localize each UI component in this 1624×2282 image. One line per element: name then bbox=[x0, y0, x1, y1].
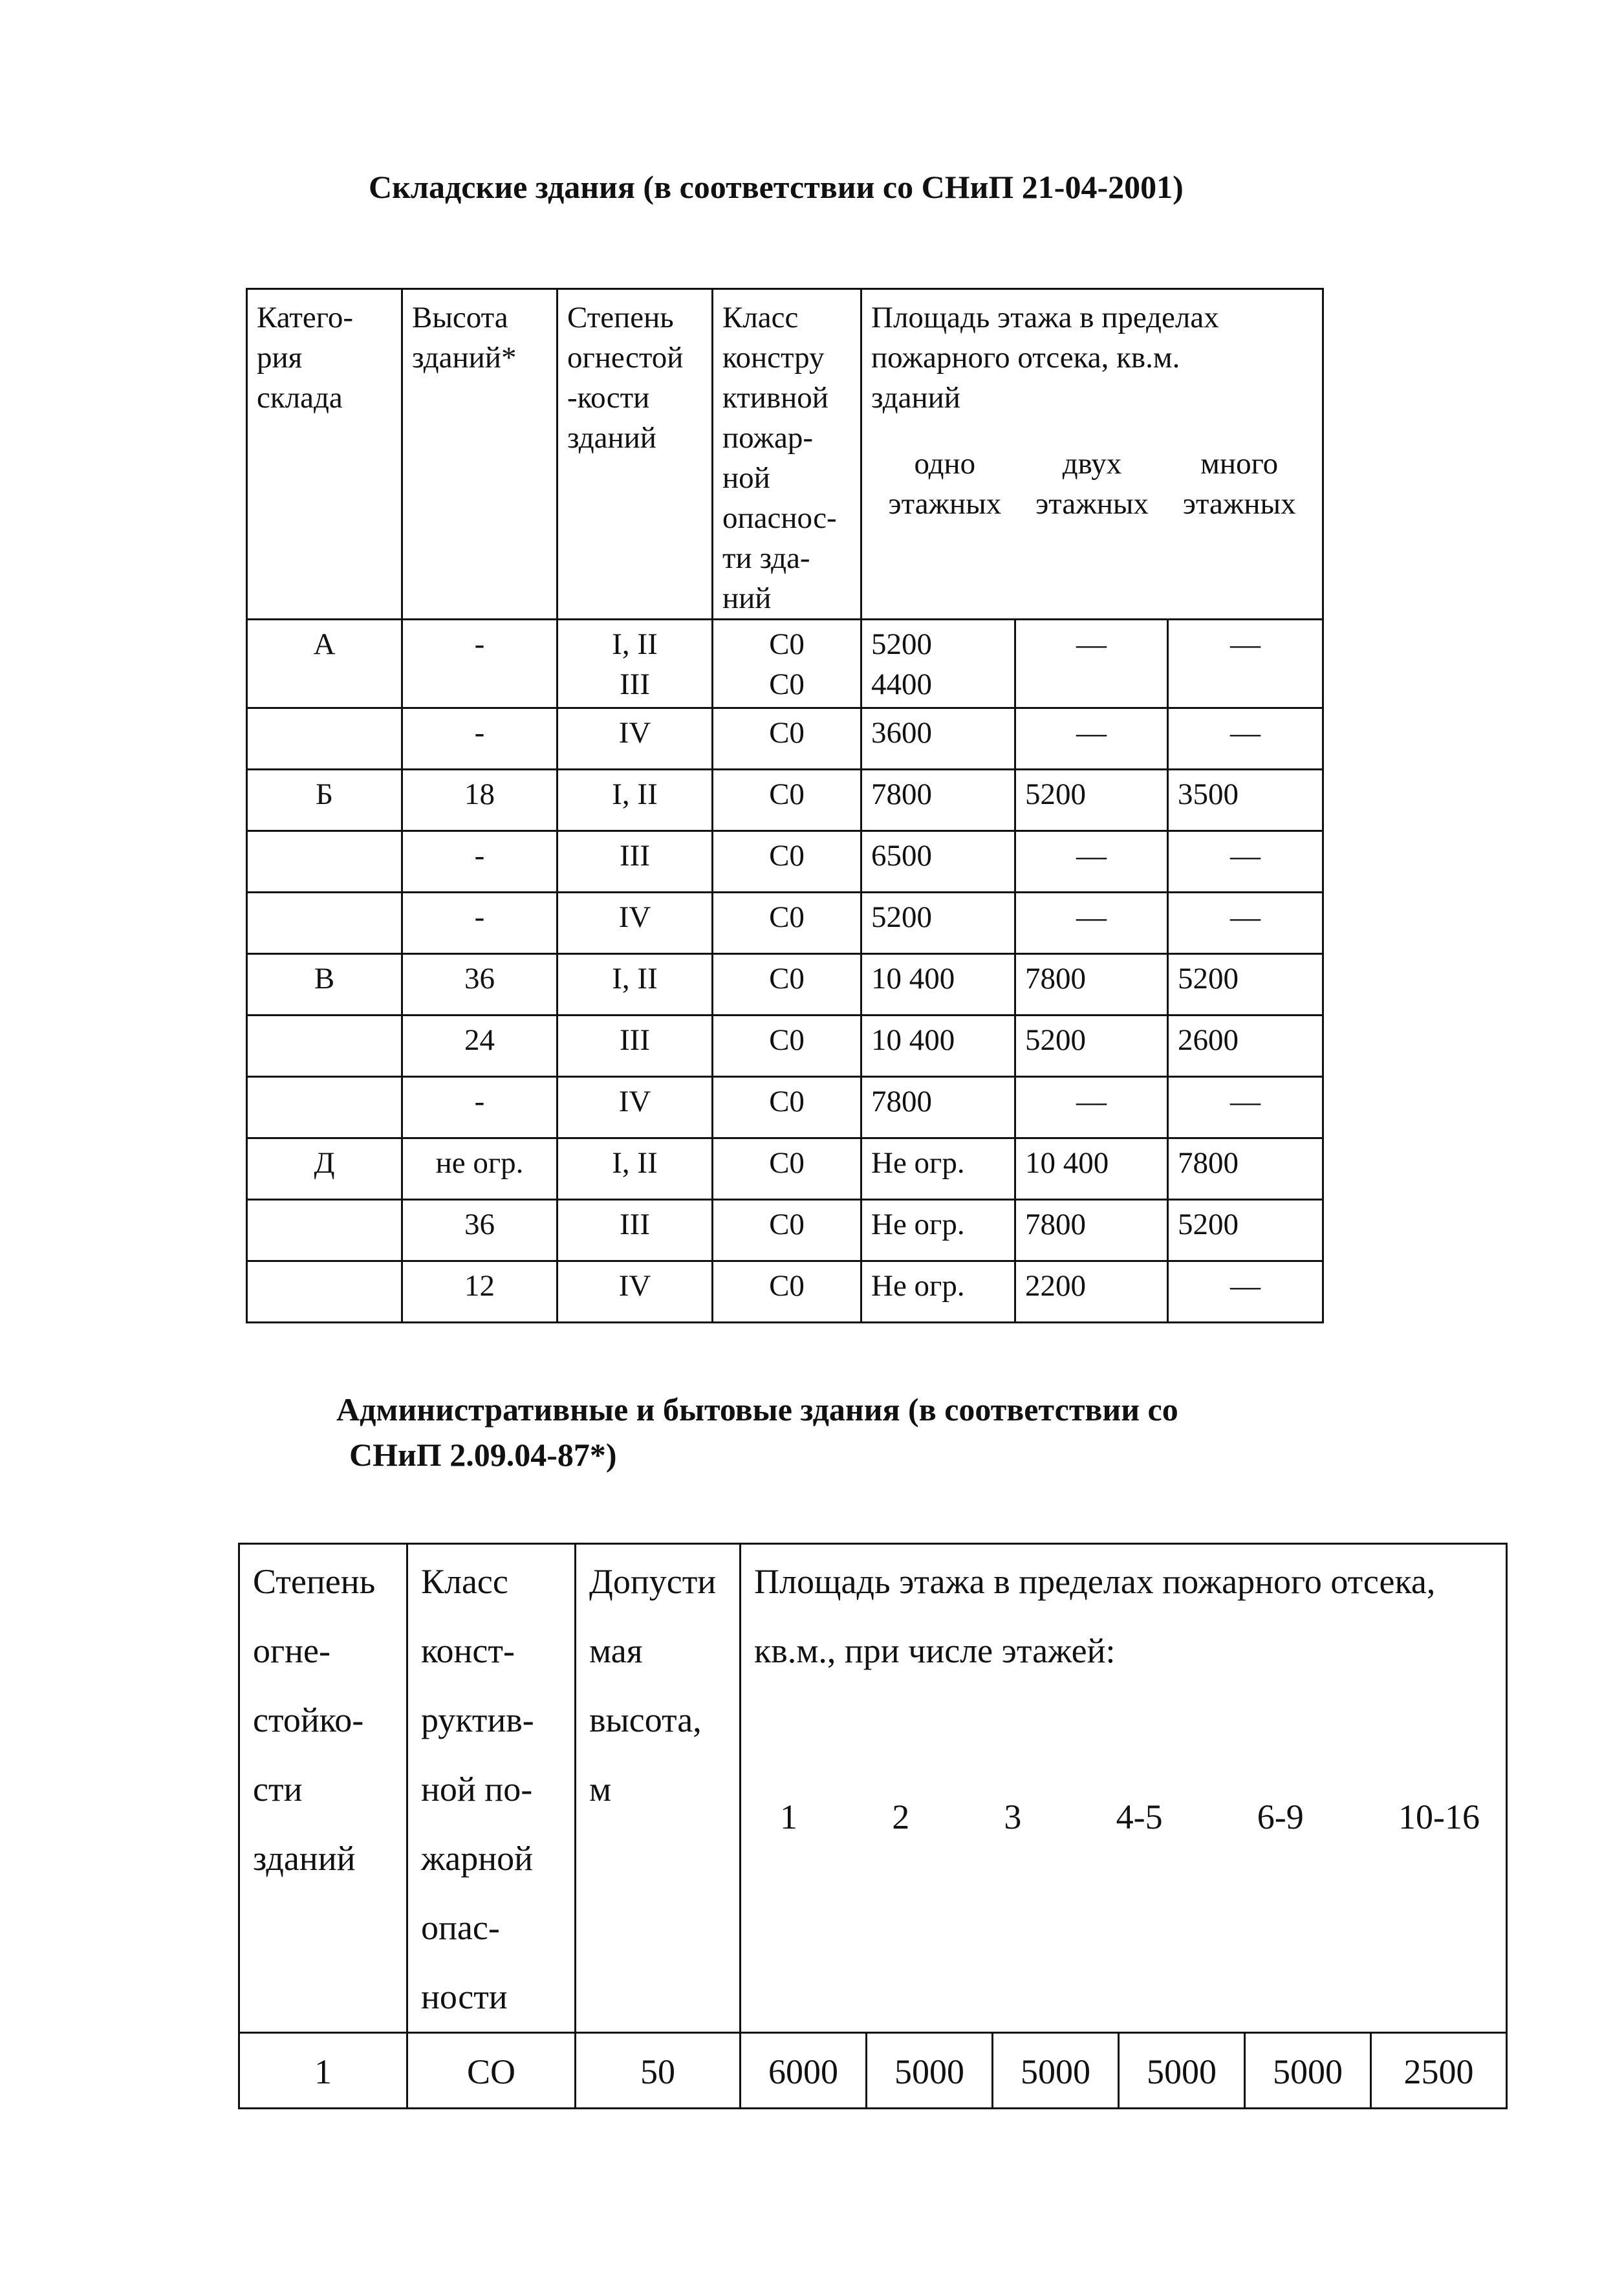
floor-count: 1 bbox=[780, 1798, 797, 1836]
cell-line: С0 bbox=[769, 962, 805, 995]
admin-table-title-line1: Административные и бытовые здания (в соответствии со bbox=[336, 1391, 1178, 1428]
cell-class bbox=[713, 954, 861, 1016]
cell-height bbox=[402, 620, 558, 708]
cell-line: 36 bbox=[464, 1208, 495, 1241]
admin-header-area-text bbox=[754, 1547, 1493, 1686]
cell-height bbox=[402, 1200, 558, 1261]
table-row bbox=[247, 620, 1323, 708]
header-line: -кости bbox=[567, 381, 650, 415]
header-line: ной bbox=[722, 461, 770, 495]
header-line: ти зда- bbox=[722, 541, 810, 575]
cell-line: — bbox=[1230, 900, 1261, 934]
cell-category bbox=[247, 770, 402, 831]
cell-line: 10 400 bbox=[871, 962, 955, 995]
header-line: огнестой bbox=[567, 341, 684, 375]
admin-header-class bbox=[407, 1544, 576, 2033]
header-line: сти bbox=[253, 1770, 303, 1809]
header-line: ний bbox=[722, 581, 772, 615]
cell-degree bbox=[558, 1200, 713, 1261]
header-line: констру bbox=[722, 341, 825, 375]
header-line: опаснос- bbox=[722, 501, 837, 535]
cell-line: — bbox=[1230, 1269, 1261, 1303]
cell-line: — bbox=[1230, 1085, 1261, 1118]
warehouse-table bbox=[246, 288, 1324, 1323]
cell-category bbox=[247, 1200, 402, 1261]
cell-two-storey bbox=[1015, 708, 1168, 770]
header-category bbox=[247, 289, 402, 620]
cell-line: 10 400 bbox=[871, 1023, 955, 1057]
cell-category bbox=[247, 708, 402, 770]
admin-header-area bbox=[741, 1544, 1507, 2033]
cell-two-storey bbox=[1015, 620, 1168, 708]
cell-one-storey bbox=[861, 893, 1015, 954]
cell-line: 5200 bbox=[1025, 1023, 1086, 1057]
header-line: этажных bbox=[1182, 487, 1296, 521]
cell-one-storey bbox=[861, 831, 1015, 893]
cell-line: С0 bbox=[769, 716, 805, 750]
cell-multi-storey bbox=[1168, 954, 1323, 1016]
cell-category bbox=[247, 1016, 402, 1077]
cell-line: — bbox=[1230, 839, 1261, 873]
cell-height bbox=[402, 893, 558, 954]
warehouse-table-title: Складские здания (в соответствии со СНиП 21-04-2001) bbox=[369, 169, 1184, 205]
admin-table-title-line2: СНиП 2.09.04-87*) bbox=[349, 1437, 617, 1473]
admin-table bbox=[238, 1543, 1508, 2109]
cell-line: Не огр. bbox=[871, 1269, 965, 1303]
cell-two-storey bbox=[1015, 1200, 1168, 1261]
cell-degree bbox=[558, 708, 713, 770]
admin-cell-area: 2500 bbox=[1371, 2033, 1507, 2109]
admin-header-degree bbox=[239, 1544, 407, 2033]
cell-class bbox=[713, 893, 861, 954]
cell-multi-storey bbox=[1168, 770, 1323, 831]
cell-class bbox=[713, 1200, 861, 1261]
header-line: м bbox=[589, 1770, 612, 1809]
cell-line: - bbox=[474, 1085, 485, 1118]
floor-count: 3 bbox=[1004, 1798, 1022, 1836]
cell-line: 7800 bbox=[871, 777, 932, 811]
cell-line: IV bbox=[618, 716, 651, 750]
header-line: ктивной bbox=[722, 381, 828, 415]
cell-one-storey bbox=[861, 1016, 1015, 1077]
cell-degree bbox=[558, 1138, 713, 1200]
admin-data-row bbox=[239, 2033, 1507, 2109]
cell-one-storey bbox=[861, 1261, 1015, 1323]
header-line: Площадь этажа в пределах пожарного отсека, bbox=[754, 1562, 1436, 1601]
cell-class bbox=[713, 1138, 861, 1200]
cell-line: С0 bbox=[769, 627, 805, 661]
cell-line: I, II bbox=[612, 777, 658, 811]
cell-class bbox=[713, 831, 861, 893]
cell-line: 2600 bbox=[1178, 1023, 1239, 1057]
cell-line: С0 bbox=[769, 777, 805, 811]
cell-line: III bbox=[620, 1023, 650, 1057]
header-line: Класс bbox=[421, 1562, 508, 1601]
admin-floor-counts bbox=[754, 1783, 1493, 1852]
cell-degree bbox=[558, 1077, 713, 1138]
admin-header-row bbox=[239, 1544, 1507, 2033]
admin-header-height bbox=[576, 1544, 741, 2033]
cell-multi-storey bbox=[1168, 893, 1323, 954]
header-line: пожарного отсека, кв.м. bbox=[871, 341, 1180, 375]
cell-height bbox=[402, 1261, 558, 1323]
cell-multi-storey bbox=[1168, 1138, 1323, 1200]
cell-degree bbox=[558, 893, 713, 954]
table-row bbox=[247, 893, 1323, 954]
cell-line: 12 bbox=[464, 1269, 495, 1303]
cell-line: С0 bbox=[769, 1208, 805, 1241]
header-line: двух bbox=[1062, 447, 1122, 481]
cell-line: Б bbox=[316, 777, 333, 811]
cell-line: 6500 bbox=[871, 839, 932, 873]
header-line: пожар- bbox=[722, 421, 813, 455]
cell-multi-storey bbox=[1168, 831, 1323, 893]
cell-line: — bbox=[1230, 627, 1261, 661]
subheader-one-storey bbox=[871, 444, 1019, 524]
cell-line: А bbox=[313, 627, 336, 661]
cell-height bbox=[402, 770, 558, 831]
cell-line: С0 bbox=[769, 1146, 805, 1180]
cell-height bbox=[402, 1077, 558, 1138]
header-height bbox=[402, 289, 558, 620]
cell-line: III bbox=[620, 839, 650, 873]
cell-one-storey bbox=[861, 708, 1015, 770]
cell-multi-storey bbox=[1168, 1077, 1323, 1138]
cell-class bbox=[713, 1016, 861, 1077]
cell-degree bbox=[558, 954, 713, 1016]
cell-class bbox=[713, 1077, 861, 1138]
cell-degree bbox=[558, 620, 713, 708]
cell-line: — bbox=[1076, 1085, 1107, 1118]
cell-line: В bbox=[314, 962, 335, 995]
cell-line: С0 bbox=[769, 1269, 805, 1303]
cell-line: С0 bbox=[769, 900, 805, 934]
header-line: этажных bbox=[888, 487, 1002, 521]
cell-line: С0 bbox=[769, 839, 805, 873]
cell-class bbox=[713, 620, 861, 708]
cell-one-storey bbox=[861, 1077, 1015, 1138]
floor-count: 10-16 bbox=[1398, 1798, 1480, 1836]
cell-line: IV bbox=[618, 1085, 651, 1118]
floor-count: 6-9 bbox=[1257, 1798, 1304, 1836]
subheader-two-storey bbox=[1019, 444, 1166, 524]
cell-multi-storey bbox=[1168, 1261, 1323, 1323]
cell-line: Не огр. bbox=[871, 1146, 965, 1180]
cell-line: 4400 bbox=[871, 668, 932, 701]
header-line: Площадь этажа в пределах bbox=[871, 301, 1219, 334]
cell-line: 24 bbox=[464, 1023, 495, 1057]
header-line: жарной bbox=[421, 1839, 534, 1878]
cell-height bbox=[402, 1016, 558, 1077]
cell-one-storey bbox=[861, 954, 1015, 1016]
header-line: зданий bbox=[253, 1839, 356, 1878]
cell-degree bbox=[558, 1261, 713, 1323]
admin-cell-area: 5000 bbox=[993, 2033, 1119, 2109]
header-line: склада bbox=[257, 381, 343, 415]
cell-line: 3600 bbox=[871, 716, 932, 750]
admin-cell-degree: 1 bbox=[239, 2033, 407, 2109]
admin-cell-area: 5000 bbox=[1119, 2033, 1245, 2109]
header-line: Класс bbox=[722, 301, 799, 334]
cell-line: - bbox=[474, 900, 485, 934]
floor-count: 4-5 bbox=[1116, 1798, 1163, 1836]
cell-two-storey bbox=[1015, 893, 1168, 954]
cell-line: 36 bbox=[464, 962, 495, 995]
cell-line: 7800 bbox=[1025, 1208, 1086, 1241]
cell-line: 7800 bbox=[871, 1085, 932, 1118]
header-line: ной по- bbox=[421, 1770, 533, 1809]
header-line: стойко- bbox=[253, 1701, 364, 1739]
cell-multi-storey bbox=[1168, 1200, 1323, 1261]
header-line: одно bbox=[914, 447, 976, 481]
cell-line: I, II bbox=[612, 627, 658, 661]
cell-line: - bbox=[474, 627, 485, 661]
cell-two-storey bbox=[1015, 954, 1168, 1016]
cell-two-storey bbox=[1015, 1016, 1168, 1077]
floor-count: 2 bbox=[892, 1798, 910, 1836]
cell-line: С0 bbox=[769, 668, 805, 701]
cell-one-storey bbox=[861, 620, 1015, 708]
cell-line: 3500 bbox=[1178, 777, 1239, 811]
cell-line: III bbox=[620, 1208, 650, 1241]
cell-line: С0 bbox=[769, 1085, 805, 1118]
cell-line: III bbox=[620, 668, 650, 701]
header-line: ности bbox=[421, 1977, 508, 2016]
cell-height bbox=[402, 708, 558, 770]
cell-class bbox=[713, 708, 861, 770]
cell-category bbox=[247, 893, 402, 954]
cell-line: 5200 bbox=[871, 900, 932, 934]
admin-cell-height: 50 bbox=[576, 2033, 741, 2109]
header-fire-resistance bbox=[558, 289, 713, 620]
header-line: Допусти bbox=[589, 1562, 717, 1601]
cell-line: 5200 bbox=[1178, 962, 1239, 995]
admin-cell-class: СО bbox=[407, 2033, 576, 2109]
subheader-multi-storey bbox=[1165, 444, 1313, 524]
cell-line: 5200 bbox=[1025, 777, 1086, 811]
admin-cell-area: 5000 bbox=[1245, 2033, 1371, 2109]
header-line: мая bbox=[589, 1631, 643, 1670]
header-line: Катего- bbox=[257, 301, 354, 334]
cell-line: 5200 bbox=[871, 627, 932, 661]
cell-one-storey bbox=[861, 1200, 1015, 1261]
table-row bbox=[247, 1138, 1323, 1200]
header-line: много bbox=[1200, 447, 1279, 481]
cell-line: I, II bbox=[612, 962, 658, 995]
cell-two-storey bbox=[1015, 1261, 1168, 1323]
header-line: зданий bbox=[567, 421, 656, 455]
cell-one-storey bbox=[861, 1138, 1015, 1200]
header-construction-class bbox=[713, 289, 861, 620]
admin-cell-area: 6000 bbox=[741, 2033, 867, 2109]
cell-category bbox=[247, 1138, 402, 1200]
cell-line: 5200 bbox=[1178, 1208, 1239, 1241]
cell-one-storey bbox=[861, 770, 1015, 831]
header-line: руктив- bbox=[421, 1701, 534, 1739]
cell-line: - bbox=[474, 716, 485, 750]
table-row bbox=[247, 831, 1323, 893]
cell-category bbox=[247, 620, 402, 708]
table-row bbox=[247, 1077, 1323, 1138]
cell-multi-storey bbox=[1168, 1016, 1323, 1077]
cell-line: I, II bbox=[612, 1146, 658, 1180]
cell-line: 7800 bbox=[1178, 1146, 1239, 1180]
header-line: Степень bbox=[253, 1562, 376, 1601]
cell-line: С0 bbox=[769, 1023, 805, 1057]
cell-category bbox=[247, 1077, 402, 1138]
header-floor-area-text bbox=[871, 298, 1313, 418]
header-floor-area bbox=[861, 289, 1323, 620]
cell-line: - bbox=[474, 839, 485, 873]
header-line: огне- bbox=[253, 1631, 330, 1670]
admin-cell-area: 5000 bbox=[867, 2033, 993, 2109]
header-line: зданий* bbox=[412, 341, 517, 375]
cell-line: не огр. bbox=[435, 1146, 524, 1180]
cell-line: 2200 bbox=[1025, 1269, 1086, 1303]
warehouse-table-body bbox=[247, 620, 1323, 1323]
cell-line: — bbox=[1076, 839, 1107, 873]
cell-line: IV bbox=[618, 1269, 651, 1303]
cell-category bbox=[247, 1261, 402, 1323]
cell-degree bbox=[558, 831, 713, 893]
cell-degree bbox=[558, 770, 713, 831]
header-line: кв.м., при числе этажей: bbox=[754, 1631, 1116, 1670]
cell-line: Д bbox=[314, 1146, 335, 1180]
cell-two-storey bbox=[1015, 1138, 1168, 1200]
table-row bbox=[247, 770, 1323, 831]
header-line: высота, bbox=[589, 1701, 702, 1739]
cell-two-storey bbox=[1015, 1077, 1168, 1138]
header-floor-area-subcolumns bbox=[871, 444, 1313, 524]
cell-height bbox=[402, 831, 558, 893]
table-row bbox=[247, 708, 1323, 770]
header-line: опас- bbox=[421, 1908, 500, 1947]
cell-line: — bbox=[1076, 627, 1107, 661]
cell-category bbox=[247, 954, 402, 1016]
table-row bbox=[247, 954, 1323, 1016]
cell-line: 7800 bbox=[1025, 962, 1086, 995]
cell-multi-storey bbox=[1168, 708, 1323, 770]
table-row bbox=[247, 1200, 1323, 1261]
cell-line: IV bbox=[618, 900, 651, 934]
header-line: Степень bbox=[567, 301, 674, 334]
warehouse-header-row bbox=[247, 289, 1323, 620]
cell-category bbox=[247, 831, 402, 893]
cell-two-storey bbox=[1015, 831, 1168, 893]
cell-line: 10 400 bbox=[1025, 1146, 1109, 1180]
table-row bbox=[247, 1261, 1323, 1323]
header-line: Высота bbox=[412, 301, 508, 334]
cell-class bbox=[713, 770, 861, 831]
cell-height bbox=[402, 1138, 558, 1200]
cell-line: — bbox=[1076, 716, 1107, 750]
cell-line: — bbox=[1230, 716, 1261, 750]
cell-multi-storey bbox=[1168, 620, 1323, 708]
cell-line: — bbox=[1076, 900, 1107, 934]
header-line: конст- bbox=[421, 1631, 515, 1670]
cell-line: Не огр. bbox=[871, 1208, 965, 1241]
cell-line: 18 bbox=[464, 777, 495, 811]
cell-class bbox=[713, 1261, 861, 1323]
cell-two-storey bbox=[1015, 770, 1168, 831]
header-line: зданий bbox=[871, 381, 960, 415]
header-line: этажных bbox=[1035, 487, 1149, 521]
header-line: рия bbox=[257, 341, 303, 375]
table-row bbox=[247, 1016, 1323, 1077]
cell-degree bbox=[558, 1016, 713, 1077]
cell-height bbox=[402, 954, 558, 1016]
